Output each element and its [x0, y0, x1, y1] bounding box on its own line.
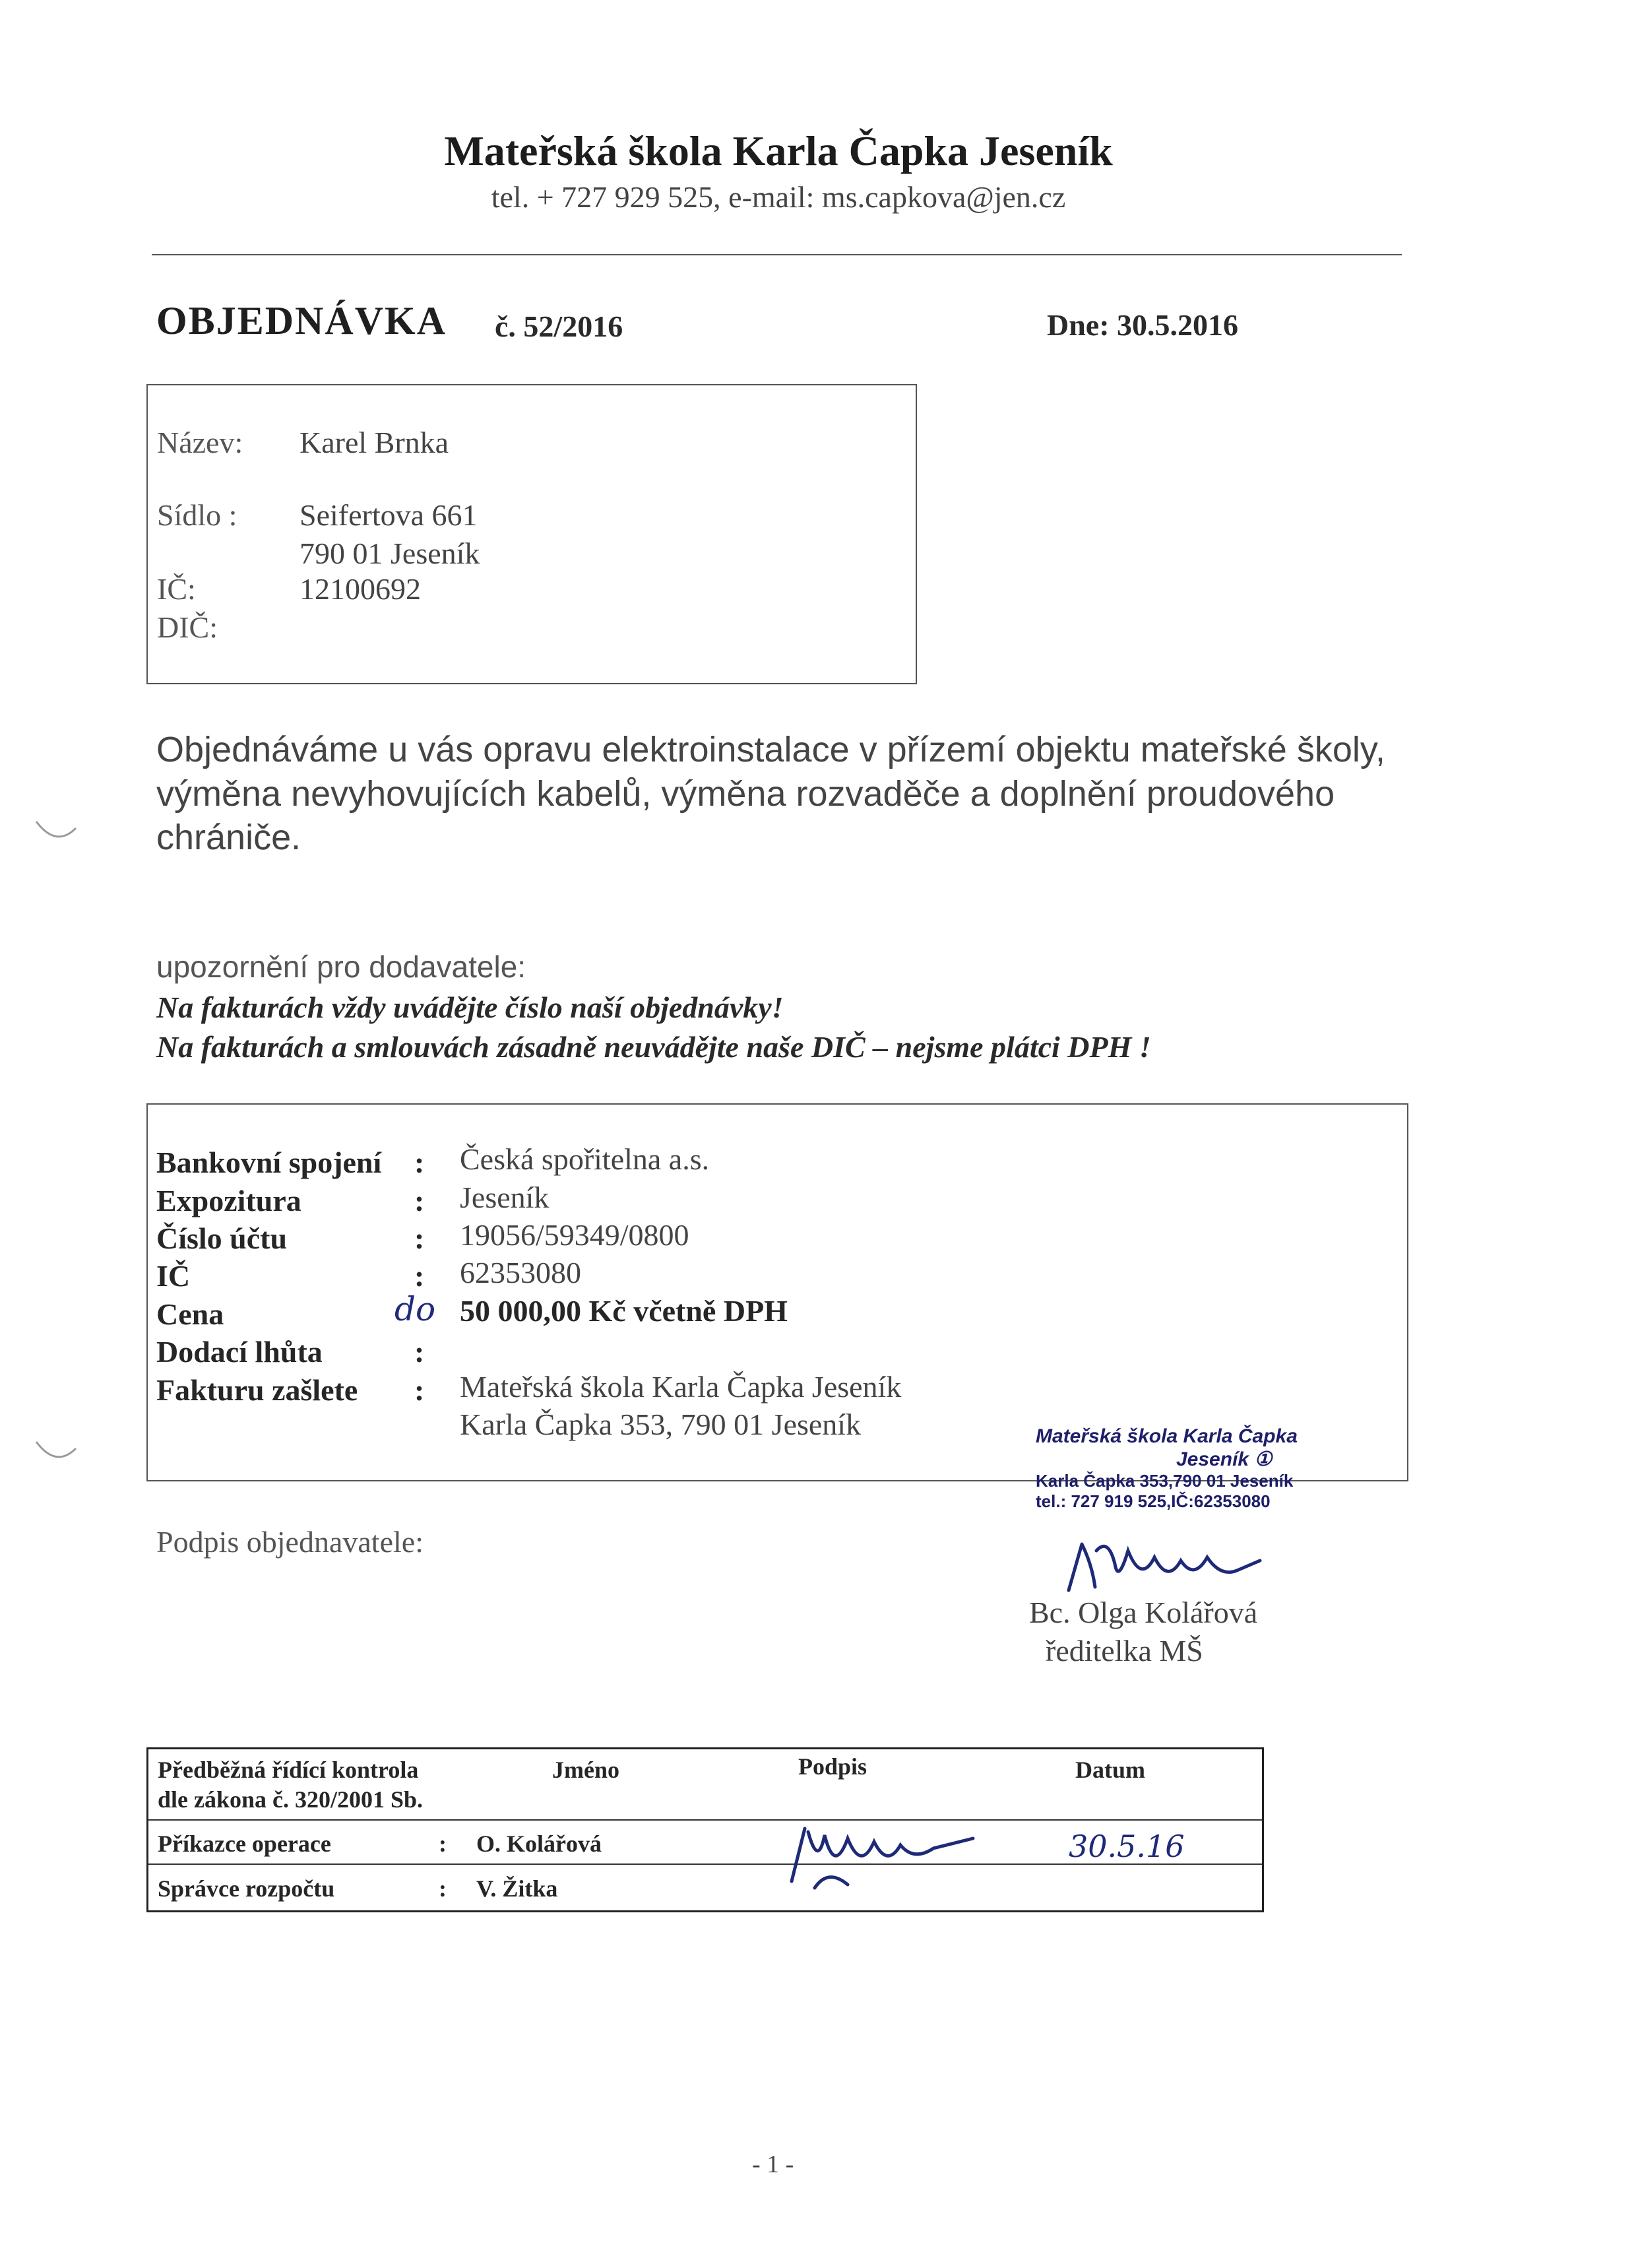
- bank-label: Dodací lhůta: [156, 1335, 323, 1369]
- order-text-line: chrániče.: [156, 818, 301, 857]
- director-name: Bc. Olga Kolářová: [1029, 1596, 1258, 1629]
- bank-label: Číslo účtu: [156, 1221, 288, 1255]
- control-role: Příkazce operace: [158, 1831, 331, 1857]
- control-role: Správce rozpočtu: [158, 1875, 335, 1902]
- school-stamp: [1036, 1425, 1313, 1512]
- signature-label: Podpis objednavatele:: [156, 1525, 424, 1559]
- control-name: V. Žitka: [476, 1875, 558, 1902]
- notice-heading: upozornění pro dodavatele:: [156, 950, 526, 984]
- punch-hole-mark: [30, 815, 82, 855]
- invoice-address-line2: Karla Čapka 353, 790 01 Jeseník: [460, 1408, 862, 1441]
- bank-colon: :: [414, 1335, 425, 1369]
- bank-colon: :: [414, 1184, 425, 1217]
- column-header-date: Datum: [1075, 1757, 1145, 1783]
- order-text-line: výměna nevyhovujících kabelů, výměna rozvaděče a doplnění proudového: [156, 774, 1335, 814]
- control-title-line1: Předběžná řídící kontrola: [158, 1757, 419, 1783]
- school-contact: tel. + 727 929 525, e-mail: ms.capkova@jen.cz: [491, 180, 1066, 214]
- control-colon: :: [439, 1875, 447, 1902]
- bank-label: Bankovní spojení: [156, 1146, 382, 1179]
- document-title: OBJEDNÁVKA: [156, 299, 447, 342]
- notice-line: Na fakturách a smlouvách zásadně neuvádějte naše DIČ – nejsme plátci DPH !: [156, 1030, 1151, 1064]
- supplier-address-line1: Seifertova 661: [299, 498, 478, 532]
- bank-value: 62353080: [460, 1256, 581, 1289]
- stamp-line: Jeseník ①: [1176, 1448, 1273, 1470]
- handwritten-do: do: [394, 1290, 436, 1328]
- supplier-address-label: Sídlo :: [157, 498, 237, 532]
- bank-value: Česká spořitelna a.s.: [460, 1142, 710, 1176]
- bank-label: Cena: [156, 1297, 224, 1331]
- bank-value: Mateřská škola Karla Čapka Jeseník: [460, 1370, 902, 1404]
- bank-label: Fakturu zašlete: [156, 1373, 358, 1407]
- control-colon: :: [439, 1831, 447, 1857]
- handwritten-date: 30.5.16: [1069, 1829, 1185, 1864]
- supplier-address-line2: 790 01 Jeseník: [299, 536, 480, 570]
- director-signature: [1055, 1524, 1273, 1604]
- bank-label: IČ: [156, 1259, 191, 1293]
- bank-colon: :: [414, 1221, 425, 1255]
- supplier-ic: 12100692: [299, 572, 421, 606]
- supplier-dic-label: DIČ:: [157, 610, 218, 644]
- control-signature: [775, 1809, 993, 1895]
- notice-line: Na fakturách vždy uvádějte číslo naší objednávky!: [156, 990, 784, 1024]
- control-table: [146, 1747, 1264, 1912]
- control-name: O. Kolářová: [476, 1831, 602, 1857]
- bank-label: Expozitura: [156, 1184, 301, 1217]
- column-header-name: Jméno: [552, 1757, 619, 1783]
- supplier-name-label: Název:: [157, 426, 243, 459]
- supplier-name: Karel Brnka: [299, 426, 449, 459]
- header-divider: [152, 254, 1402, 255]
- director-role: ředitelka MŠ: [1046, 1634, 1203, 1668]
- bank-price: 50 000,00 Kč včetně DPH: [460, 1294, 788, 1328]
- supplier-box: [146, 384, 917, 684]
- bank-colon: :: [414, 1146, 425, 1179]
- stamp-line: tel.: 727 919 525,IČ:62353080: [1036, 1491, 1271, 1511]
- bank-value: 19056/59349/0800: [460, 1218, 689, 1252]
- table-divider: [148, 1819, 1262, 1821]
- stamp-line: Karla Čapka 353,790 01 Jeseník: [1036, 1471, 1294, 1491]
- bank-value: Jeseník: [460, 1181, 550, 1214]
- page-number: - 1 -: [752, 2151, 794, 2178]
- punch-hole-mark: [30, 1435, 82, 1475]
- bank-colon: :: [414, 1259, 425, 1293]
- order-text-line: Objednáváme u vás opravu elektroinstalace v přízemí objektu mateřské školy,: [156, 730, 1385, 769]
- order-number: č. 52/2016: [495, 309, 623, 343]
- control-title-line2: dle zákona č. 320/2001 Sb.: [158, 1786, 424, 1813]
- stamp-line: Mateřská škola Karla Čapka: [1036, 1425, 1298, 1447]
- school-name: Mateřská škola Karla Čapka Jeseník: [444, 127, 1113, 174]
- order-date: Dne: 30.5.2016: [1047, 308, 1239, 342]
- supplier-ic-label: IČ:: [157, 572, 196, 606]
- bank-colon: :: [414, 1373, 425, 1407]
- column-header-signature: Podpis: [798, 1753, 867, 1780]
